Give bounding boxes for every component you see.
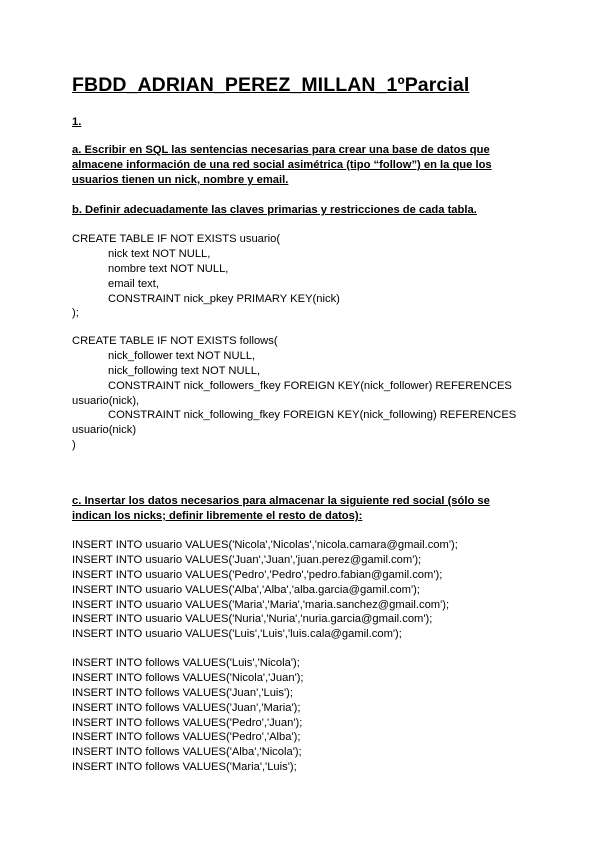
insert-follows-block: [72, 656, 304, 775]
create-usuario-block: [72, 232, 340, 321]
code-line: INSERT INTO usuario VALUES('Maria','Maria','maria.sanchez@gmail.com');: [72, 598, 450, 611]
code-line: ): [72, 439, 76, 452]
code-line: INSERT INTO follows VALUES('Pedro','Alba');: [72, 731, 301, 744]
code-line: INSERT INTO usuario VALUES('Nuria','Nuria','nuria.garcia@gmail.com');: [72, 613, 433, 626]
code-line: );: [72, 307, 79, 320]
code-line: INSERT INTO follows VALUES('Luis','Nicola');: [72, 657, 300, 669]
code-line: CREATE TABLE IF NOT EXISTS usuario(: [72, 233, 281, 245]
code-line: INSERT INTO follows VALUES('Maria','Luis');: [72, 761, 297, 774]
code-line: INSERT INTO usuario VALUES('Luis','Luis','luis.cala@gamil.com');: [72, 628, 402, 641]
code-line: INSERT INTO usuario VALUES('Juan','Juan','juan.perez@gamil.com');: [72, 553, 422, 566]
question-a-line-2: almacene información de una red social asimétrica (tipo “follow”) en la que los: [72, 159, 492, 171]
code-line: CREATE TABLE IF NOT EXISTS follows(: [72, 335, 278, 347]
question-c: [72, 494, 490, 524]
document-title: FBDD_ADRIAN_PEREZ_MILLAN_1ºParcial: [72, 74, 470, 96]
section-number: 1.: [72, 116, 82, 128]
code-line: INSERT INTO follows VALUES('Juan','Maria');: [72, 701, 301, 714]
code-line: INSERT INTO follows VALUES('Alba','Nicola');: [72, 746, 302, 759]
code-line: CONSTRAINT nick_followers_fkey FOREIGN KEY(nick_follower) REFERENCES: [108, 379, 512, 392]
code-line: nick_follower text NOT NULL,: [108, 349, 256, 362]
question-c-line-2: indican los nicks; definir libremente el resto de datos):: [72, 510, 363, 522]
create-follows-block: [72, 334, 516, 453]
question-b: b. Definir adecuadamente las claves primarias y restricciones de cada tabla.: [72, 204, 477, 216]
code-line: nick_following text NOT NULL,: [108, 364, 261, 377]
code-line: CONSTRAINT nick_following_fkey FOREIGN KEY(nick_following) REFERENCES: [108, 409, 517, 422]
code-line: CONSTRAINT nick_pkey PRIMARY KEY(nick): [108, 292, 340, 305]
code-line: INSERT INTO follows VALUES('Pedro','Juan');: [72, 716, 303, 729]
code-line: nombre text NOT NULL,: [108, 262, 229, 275]
code-line: INSERT INTO usuario VALUES('Pedro','Pedro','pedro.fabian@gamil.com');: [72, 568, 443, 581]
code-line: nick text NOT NULL,: [108, 247, 211, 260]
code-line: INSERT INTO usuario VALUES('Nicola','Nicolas','nicola.camara@gmail.com');: [72, 539, 458, 551]
question-c-line-1: c. Insertar los datos necesarios para almacenar la siguiente red social (sólo se: [72, 495, 490, 507]
code-line: usuario(nick): [72, 424, 137, 437]
code-line: INSERT INTO usuario VALUES('Alba','Alba','alba.garcia@gamil.com');: [72, 583, 420, 596]
code-line: email text,: [108, 277, 159, 290]
code-line: usuario(nick),: [72, 394, 140, 407]
code-line: INSERT INTO follows VALUES('Juan','Luis');: [72, 686, 293, 699]
insert-usuario-block: [72, 538, 458, 642]
question-a-line-1: a. Escribir en SQL las sentencias necesarias para crear una base de datos que: [72, 144, 490, 156]
code-line: INSERT INTO follows VALUES('Nicola','Juan');: [72, 671, 304, 684]
question-a-line-3: usuarios tienen un nick, nombre y email.: [72, 174, 289, 186]
question-a: [72, 143, 492, 188]
